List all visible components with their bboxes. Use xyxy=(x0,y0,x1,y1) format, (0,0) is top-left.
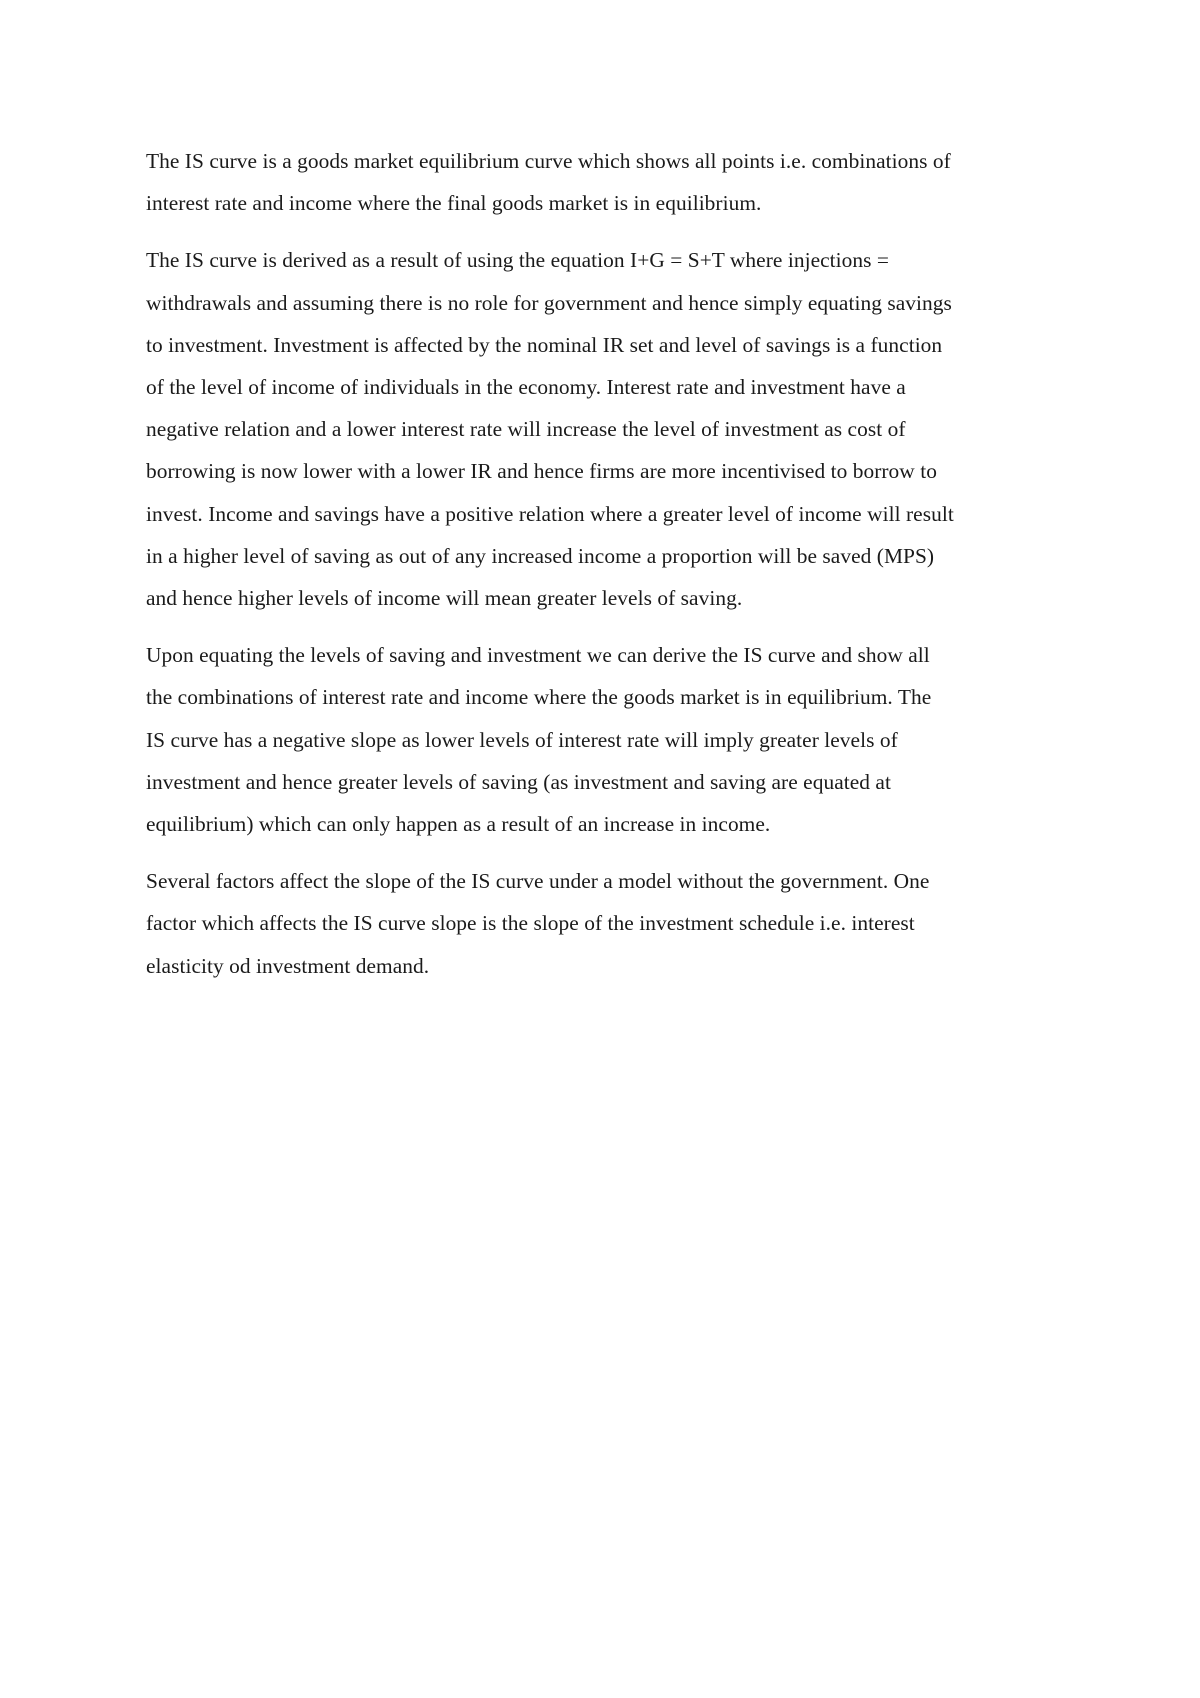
paragraph-is-definition xyxy=(146,140,1071,224)
text-line: The IS curve is derived as a result of using the equation I+G = S+T where injections = xyxy=(146,248,890,273)
text-line: equilibrium) which can only happen as a result of an increase in income. xyxy=(146,812,771,837)
text-line: and hence higher levels of income will mean greater levels of saving. xyxy=(146,586,743,611)
text-line: Several factors affect the slope of the IS curve under a model without the government. One xyxy=(146,869,930,894)
text-line: the combinations of interest rate and income where the goods market is in equilibrium. The xyxy=(146,685,932,710)
text-line: invest. Income and savings have a positive relation where a greater level of income will result xyxy=(146,501,954,526)
paragraph-slope-factors xyxy=(146,860,1071,987)
text-line: borrowing is now lower with a lower IR and hence firms are more incentivised to borrow to xyxy=(146,459,937,484)
text-line: elasticity od investment demand. xyxy=(146,953,430,978)
document-body xyxy=(146,140,1071,1002)
text-line: The IS curve is a goods market equilibrium curve which shows all points i.e. combinations of xyxy=(146,149,951,173)
paragraph-is-slope xyxy=(146,634,1071,845)
text-line: withdrawals and assuming there is no role for government and hence simply equating savings xyxy=(146,290,952,315)
text-line: to investment. Investment is affected by the nominal IR set and level of savings is a function xyxy=(146,332,943,357)
text-line: of the level of income of individuals in the economy. Interest rate and investment have a xyxy=(146,375,906,400)
text-line: Upon equating the levels of saving and investment we can derive the IS curve and show all xyxy=(146,643,930,668)
text-line: interest rate and income where the final goods market is in equilibrium. xyxy=(146,191,762,216)
text-line: negative relation and a lower interest rate will increase the level of investment as cost of xyxy=(146,417,906,442)
paragraph-is-derivation xyxy=(146,239,1071,619)
text-line: IS curve has a negative slope as lower levels of interest rate will imply greater levels of xyxy=(146,727,898,752)
text-line: in a higher level of saving as out of any increased income a proportion will be saved (MPS) xyxy=(146,543,935,568)
text-line: investment and hence greater levels of saving (as investment and saving are equated at xyxy=(146,769,891,794)
text-line: factor which affects the IS curve slope is the slope of the investment schedule i.e. interest xyxy=(146,911,915,936)
